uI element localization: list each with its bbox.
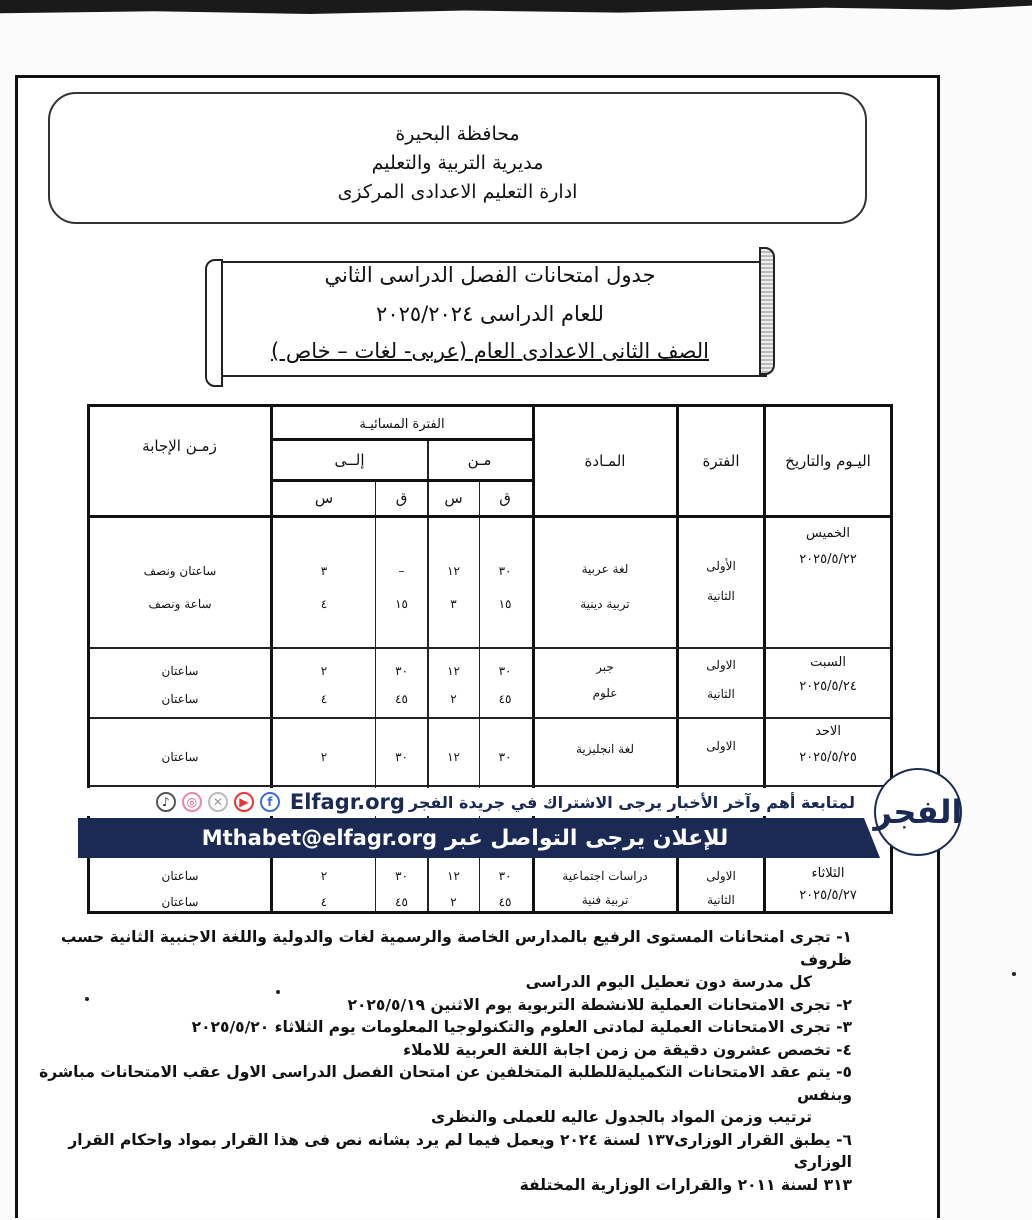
from-minute-cell: ٤٥ [498,692,512,706]
row-day-date [766,517,890,647]
duration-cell: ساعة ونصف [148,597,212,611]
duration-cell: ساعتان [161,750,199,764]
elfagr-logo [874,768,962,856]
to-hour-cell: ٢ [320,750,328,764]
note-continuation: ترتيب وزمن المواد بالجدول عاليه للعملى والنظرى [431,1108,812,1126]
to-hour-cell: ٢ [320,664,328,678]
from-minute-cell: ٣٠ [498,564,512,578]
from-hour-cell: ٢ [450,895,457,909]
grade-label: الصف الثانى الاعدادى العام (عربى- لغات – خاص ) [270,339,710,363]
from-hour-cell: ١٢ [447,750,460,764]
header-from-hour: س [444,489,463,507]
row-day-date [766,649,890,717]
advertising-bar [78,818,852,858]
row-day-date [766,719,890,785]
period-cell: الأولى [706,559,736,573]
row-divider [273,479,532,482]
day-name: الثلاثاء [811,866,845,881]
from-minute-cell: ٣٠ [498,664,512,678]
schedule-title: جدول امتحانات الفصل الدراسى الثاني [324,263,656,287]
directorate-name: مديرية التربية والتعليم [371,152,544,174]
to-minute-cell: ٤٥ [395,692,408,706]
period-cell: الاولى [706,658,736,672]
subject-cell: لغة عربية [581,562,629,576]
from-minute-cell: ١٥ [498,597,512,611]
title-scroll [205,247,775,383]
note-continuation: ٣١٣ لسنة ٢٠١١ والقرارات الوزارية المختلفة [519,1175,852,1194]
header-period: الفترة [702,452,740,470]
governorate-name: محافظة البحيرة [395,123,520,145]
to-hour-cell: ٢ [320,869,328,883]
instagram-icon[interactable]: ◎ [182,792,202,812]
note-continuation: كل مدرسة دون تعطيل اليوم الدراسى [525,973,812,991]
tiktok-icon[interactable]: ♪ [156,792,176,812]
header-to-minute: ق [395,489,408,507]
scan-edge [0,0,1032,14]
from-hour-cell: ١٢ [447,564,460,578]
day-name: الاحد [815,724,841,739]
logo-text: الفجر [873,793,963,831]
header-answer-time: زمـن الإجابة [142,437,217,455]
contact-email[interactable]: Mthabet@elfagr.org [201,826,438,850]
to-hour-cell: ٤ [320,692,328,706]
header-to-hour: س [314,489,334,507]
period-cell: الاولى [706,739,736,753]
exam-date: ٢٠٢٥/٥/٢٥ [799,750,857,765]
period-cell: الثانية [707,893,735,907]
x-icon[interactable]: ✕ [208,792,228,812]
duration-cell: ساعتان [161,869,199,883]
scan-speck [1012,972,1016,976]
duration-cell: ساعتان ونصف [143,564,217,578]
to-minute-cell: ٣٠ [395,664,408,678]
period-cell: الثانية [707,589,735,603]
from-minute-cell: ٤٥ [498,895,512,909]
academic-year: للعام الدراسى ٢٠٢٥/٢٠٢٤ [376,302,604,326]
day-name: السبت [810,655,846,670]
from-hour-cell: ٣ [450,597,457,611]
exam-date: ٢٠٢٥/٥/٢٧ [799,888,857,903]
to-minute-cell: ٣٠ [395,869,408,883]
row-day-date [766,863,890,913]
subject-cell: لغة انجليزية [575,742,635,756]
note-item: ٦- يطبق القرار الوزارى١٣٧ لسنة ٢٠٢٤ ويعمل فيما لم يرد بشانه نص فى هذا القرار بمواد واحكام القرار الوزارى [68,1130,852,1171]
subscribe-text: لمتابعة أهم وآخر الأخبار يرجى الاشتراك في جريدة الفجر [408,792,855,812]
to-minute-cell: ٤٥ [395,895,408,909]
day-name: الخميس [806,526,850,541]
notes-list [20,926,932,1196]
period-cell: الاولى [706,869,736,883]
subject-cell: تربية دينية [580,597,630,611]
row-divider [90,785,890,787]
from-hour-cell: ١٢ [447,664,460,678]
from-hour-cell: ٢ [450,692,457,706]
subject-cell: دراسات اجتماعية [562,869,648,883]
header-to: إلــى [334,451,365,469]
scan-speck [276,990,280,994]
subject-cell: علوم [592,686,618,700]
note-item: ٥- يتم عقد الامتحانات التكميليةللطلبة المتخلفين عن امتحان الفصل الدراسى الاول عقب الامتحانات مباشرة وبنفس [39,1063,852,1104]
note-item: ٢- تجرى الامتحانات العملية للانشطة التربوية يوم الاثنين ٢٠٢٥/٥/١٩ [347,995,852,1014]
from-minute-cell: ٣٠ [498,869,512,883]
facebook-icon[interactable]: f [260,792,280,812]
header-day-date: اليـوم والتاريخ [785,452,871,470]
header-subject: المـادة [584,452,626,470]
to-minute-cell: – [398,564,405,578]
header-from-minute: ق [499,489,511,507]
period-cell: الثانية [707,687,735,701]
duration-cell: ساعتان [161,692,199,706]
subject-cell: جبر [596,660,614,674]
header-from: مـن [467,451,492,469]
row-divider [273,438,532,441]
duration-cell: ساعتان [161,895,199,909]
advertising-text: للإعلان يرجى التواصل عبر [445,825,729,851]
youtube-icon[interactable]: ▶ [234,792,254,812]
header-evening-period: الفترة المسائيـة [359,416,445,432]
subject-cell: تربية فنية [581,893,629,907]
subscribe-banner [85,788,855,816]
scan-speck [85,997,89,1001]
note-item: ٤- تخصص عشرون دقيقة من زمن اجابة اللغة العربية للاملاء [403,1040,852,1059]
note-item: ٣- تجرى الامتحانات العملية لمادتى العلوم والتكنولوجيا المعلومات يوم الثلاثاء ٢٠٢٥/٥/٢٠ [191,1018,852,1036]
to-minute-cell: ٣٠ [395,750,408,764]
to-hour-cell: ٤ [320,597,328,611]
to-minute-cell: ١٥ [395,597,408,611]
note-item: ١- تجرى امتحانات المستوى الرفيع بالمدارس الخاصة والرسمية لغات والدولية واللغة الاجنبية الثانية حسب ظروف [60,928,852,969]
from-minute-cell: ٣٠ [498,750,512,764]
to-hour-cell: ٤ [320,895,328,909]
duration-cell: ساعتان [161,664,199,678]
administration-name: ادارة التعليم الاعدادى المركزى [337,181,578,203]
site-link[interactable]: Elfagr.org [289,790,405,814]
exam-date: ٢٠٢٥/٥/٢٢ [799,552,857,567]
from-hour-cell: ١٢ [447,869,460,883]
to-hour-cell: ٣ [320,564,328,578]
header-box [48,92,867,224]
exam-date: ٢٠٢٥/٥/٢٤ [799,679,857,694]
